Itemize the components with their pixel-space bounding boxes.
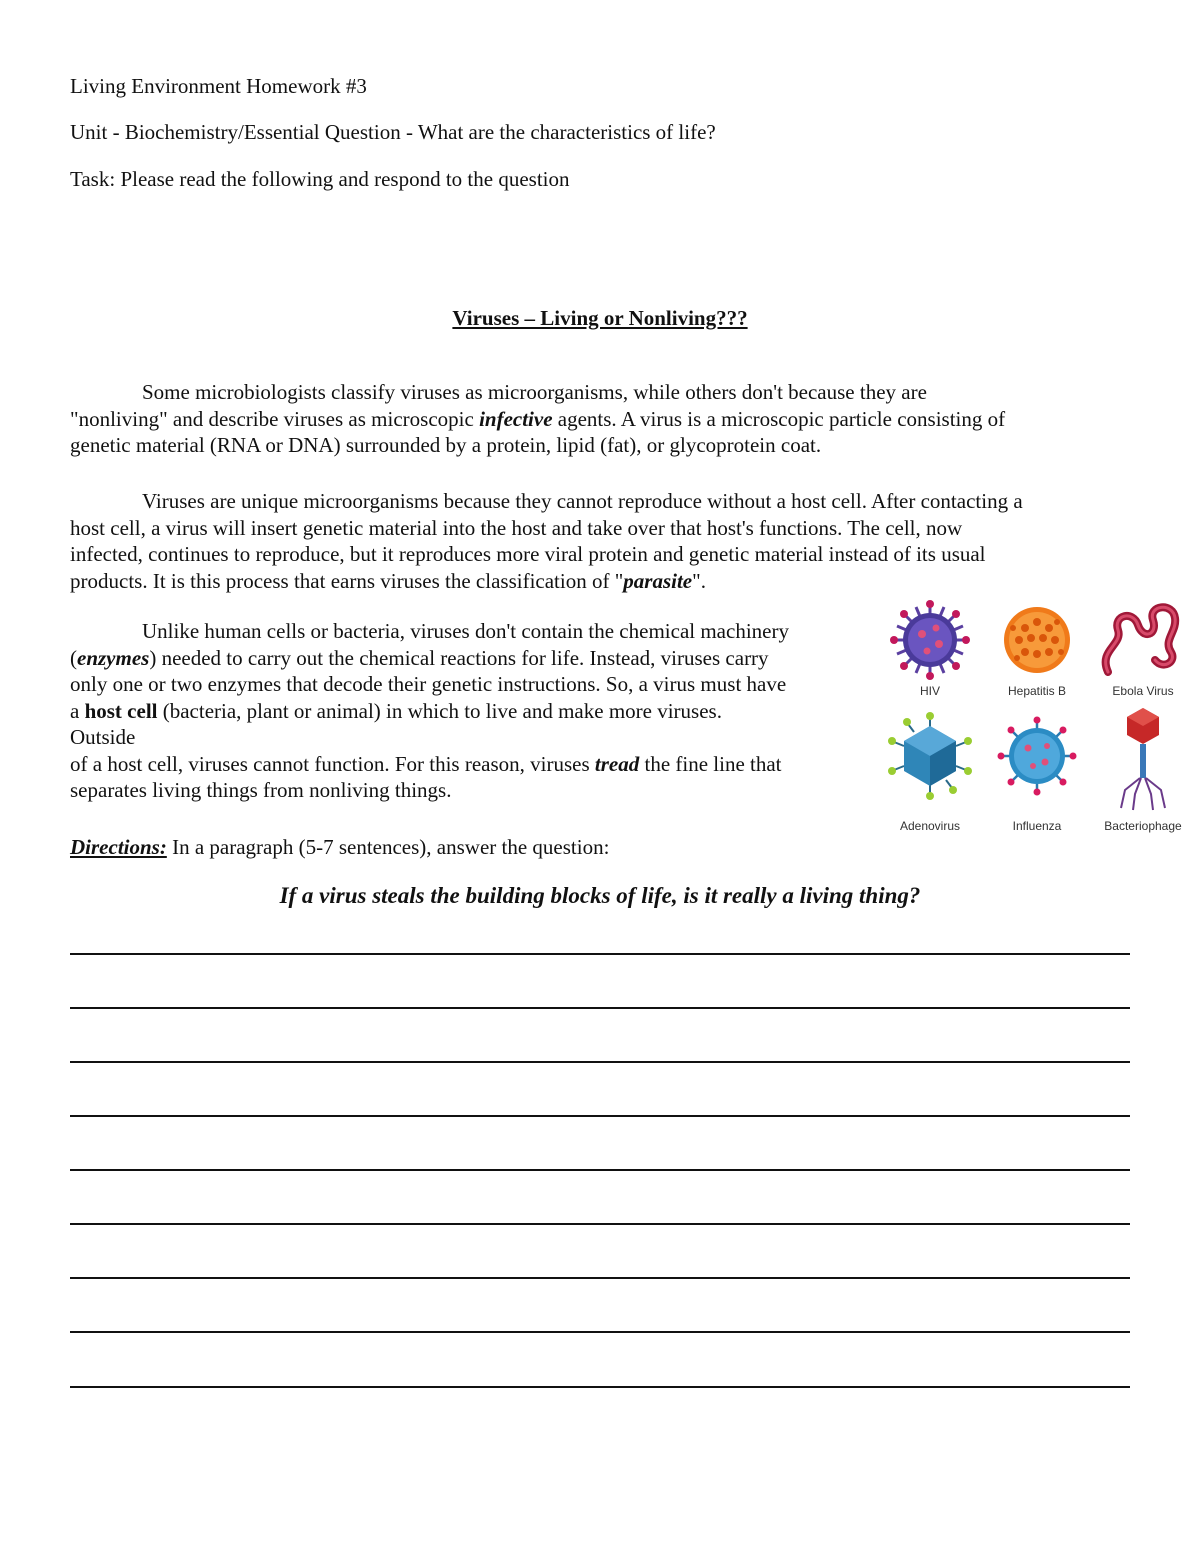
- influenza-label: Influenza: [1012, 819, 1062, 833]
- adenovirus-label: Adenovirus: [899, 819, 961, 833]
- paragraph-3-line: of a host cell, viruses cannot function. For this reason, viruses tread the fine line that: [70, 751, 782, 776]
- answer-line[interactable]: [70, 1115, 1130, 1117]
- hepatitis-b-virus-icon: [1004, 607, 1070, 673]
- hepatitis-b-label: Hepatitis B: [1007, 684, 1067, 698]
- hiv-virus-icon: [890, 600, 970, 680]
- paragraph-3-line: (enzymes) needed to carry out the chemical reactions for life. Instead, viruses carry: [70, 645, 769, 670]
- directions-text: In a paragraph (5-7 sentences), answer the question:: [166, 835, 610, 859]
- term-infective: infective: [479, 406, 553, 431]
- term-tread: tread: [594, 751, 640, 776]
- task-line: Task: Please read the following and respond to the question: [70, 167, 570, 191]
- paragraph-1-line: "nonliving" and describe viruses as microscopic infective agents. A virus is a microscopic particle consisting of: [70, 406, 1006, 431]
- paragraph-1: [70, 379, 1005, 459]
- paragraph-3: [70, 618, 789, 804]
- directions: [70, 835, 609, 860]
- ebola-virus-icon: [1106, 607, 1176, 672]
- paragraph-2: [70, 488, 1023, 594]
- virus-illustrations: [885, 598, 1190, 843]
- term-enzymes: enzymes: [77, 645, 150, 670]
- bacteriophage-icon: [1121, 708, 1165, 810]
- homework-title: Living Environment Homework #3: [70, 74, 367, 98]
- paragraph-3-line: a host cell (bacteria, plant or animal) in which to live and make more viruses.: [70, 698, 722, 723]
- bacteriophage-label: Bacteriophage: [1104, 819, 1182, 833]
- term-parasite: parasite: [623, 568, 693, 593]
- answer-line[interactable]: [70, 1169, 1130, 1171]
- paragraph-2-line: products. It is this process that earns viruses the classification of "parasite".: [70, 568, 706, 593]
- reading-title: Viruses – Living or Nonliving???: [452, 306, 748, 330]
- paragraph-2-line: host cell, a virus will insert genetic material into the host and take over that host's functions. The cell, now: [70, 515, 963, 540]
- answer-line[interactable]: [70, 1223, 1130, 1225]
- paragraph-1-line: Some microbiologists classify viruses as microorganisms, while others don't because they are: [142, 380, 927, 404]
- answer-line[interactable]: [70, 1386, 1130, 1388]
- answer-line[interactable]: [70, 1277, 1130, 1279]
- answer-line[interactable]: [70, 953, 1130, 955]
- ebola-virus-label: Ebola Virus: [1112, 684, 1174, 698]
- influenza-virus-icon: [998, 717, 1077, 796]
- paragraph-3-line: only one or two enzymes that decode their genetic instructions. So, a virus must have: [70, 672, 787, 696]
- essay-question: If a virus steals the building blocks of life, is it really a living thing?: [279, 883, 921, 908]
- virus-types-figure: [885, 598, 1190, 843]
- paragraph-3-line: separates living things from nonliving things.: [70, 778, 452, 802]
- adenovirus-icon: [888, 712, 972, 800]
- answer-line[interactable]: [70, 1061, 1130, 1063]
- paragraph-3-line: Outside: [70, 725, 136, 749]
- paragraph-3-line: Unlike human cells or bacteria, viruses don't contain the chemical machinery: [142, 619, 789, 643]
- term-host-cell: host cell: [84, 698, 158, 723]
- paragraph-1-line: genetic material (RNA or DNA) surrounded by a protein, lipid (fat), or glycoprotein coat.: [70, 433, 822, 457]
- directions-label: Directions:: [70, 835, 167, 859]
- answer-line[interactable]: [70, 1331, 1130, 1333]
- hiv-label: HIV: [919, 684, 940, 698]
- paragraph-2-line: Viruses are unique microorganisms because they cannot reproduce without a host cell. After contacting a: [142, 489, 1023, 513]
- paragraph-2-line: infected, continues to reproduce, but it reproduces more viral protein and genetic material instead of its usual: [70, 542, 986, 566]
- answer-line[interactable]: [70, 1007, 1130, 1009]
- unit-line: Unit - Biochemistry/Essential Question - What are the characteristics of life?: [70, 120, 716, 144]
